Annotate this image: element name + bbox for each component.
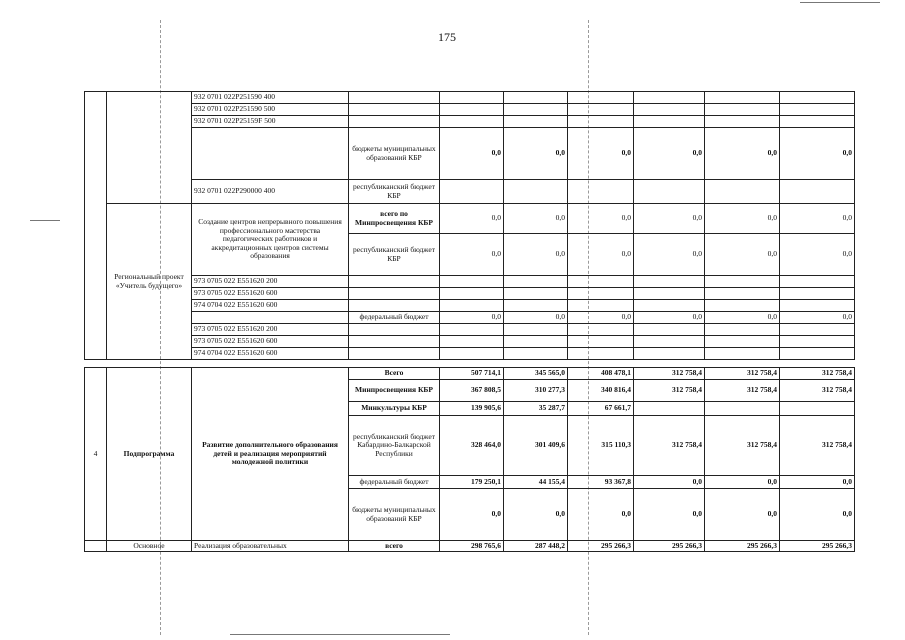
cell-code — [192, 128, 349, 180]
cell-value: 0,0 — [705, 489, 780, 541]
table-row — [85, 300, 855, 312]
cell-value: 0,0 — [780, 204, 855, 234]
cell-value: 408 478,1 — [568, 368, 634, 380]
subprogram-name: Развитие дополнительного образования детей и реализация мероприятий молодежной политики — [192, 368, 349, 541]
scan-artifact-line — [230, 634, 450, 635]
project-name: Региональный проект «Учитель будущего» — [107, 204, 192, 360]
cell-number — [85, 541, 107, 552]
cell-value: 0,0 — [634, 204, 705, 234]
cell-code — [192, 312, 349, 324]
table-row — [85, 312, 855, 324]
table-row — [85, 92, 855, 104]
cell-value: 312 758,4 — [705, 368, 780, 380]
cell-source: Минкультуры КБР — [349, 402, 440, 416]
cell-code: 973 0705 022 E551620 600 — [192, 288, 349, 300]
cell-value: 328 464,0 — [440, 416, 504, 476]
cell-source: республиканский бюджет КБР — [349, 180, 440, 204]
budget-table — [84, 91, 855, 360]
cell-value: 295 266,3 — [780, 541, 855, 552]
cell-code: 974 0704 022 E551620 600 — [192, 348, 349, 360]
cell-value: 0,0 — [504, 204, 568, 234]
cell-code: 974 0704 022 E551620 600 — [192, 300, 349, 312]
subprogram-number: 4 — [85, 368, 107, 541]
cell-value: 0,0 — [568, 489, 634, 541]
cell-code: 932 0701 022P290000 400 — [192, 180, 349, 204]
cell-value: 0,0 — [634, 234, 705, 276]
subprogram-table — [84, 367, 855, 552]
event-name: Создание центров непрерывного повышения профессионального мастерства педагогических работников и аккредитационных центров системы образования — [192, 204, 349, 276]
cell-source: Минпросвещения КБР — [349, 380, 440, 402]
cell-value: 298 765,6 — [440, 541, 504, 552]
cell-value: 301 409,6 — [504, 416, 568, 476]
cell-value: 312 758,4 — [634, 380, 705, 402]
cell-value: 0,0 — [504, 489, 568, 541]
cell-value: 0,0 — [568, 312, 634, 324]
cell-type — [107, 92, 192, 204]
table-row — [85, 276, 855, 288]
cell-value: 507 714,1 — [440, 368, 504, 380]
cell-value: 312 758,4 — [780, 380, 855, 402]
table-row — [85, 204, 855, 234]
cell-value: 312 758,4 — [634, 368, 705, 380]
cell-value: 0,0 — [780, 489, 855, 541]
cell-value: 312 758,4 — [634, 416, 705, 476]
cell-value: 312 758,4 — [780, 416, 855, 476]
cell-value: 0,0 — [705, 312, 780, 324]
cell-value: 367 808,5 — [440, 380, 504, 402]
table-row — [85, 324, 855, 336]
cell-source: всего по Минпросвещения КБР — [349, 204, 440, 234]
table-row — [85, 368, 855, 380]
cell-number — [85, 92, 107, 360]
table-row — [85, 116, 855, 128]
table-row — [85, 104, 855, 116]
cell-value: 0,0 — [780, 312, 855, 324]
cell-code: 932 0701 022P25159F 500 — [192, 116, 349, 128]
main-event-name: Реализация образовательных — [192, 541, 349, 552]
cell-value: 315 110,3 — [568, 416, 634, 476]
cell-value: 0,0 — [634, 489, 705, 541]
scan-artifact-line — [30, 220, 60, 221]
cell-source: федеральный бюджет — [349, 312, 440, 324]
table-row — [85, 541, 855, 552]
cell-value: 310 277,3 — [504, 380, 568, 402]
cell-value: 295 266,3 — [634, 541, 705, 552]
cell-value: 312 758,4 — [705, 416, 780, 476]
table-row — [85, 180, 855, 204]
cell-code: 932 0701 022P251590 500 — [192, 104, 349, 116]
page-number: 175 — [438, 30, 456, 44]
cell-value: 0,0 — [705, 476, 780, 489]
cell-value: 0,0 — [634, 476, 705, 489]
cell-code: 973 0705 022 E551620 200 — [192, 324, 349, 336]
cell-source: федеральный бюджет — [349, 476, 440, 489]
cell-value: 312 758,4 — [705, 380, 780, 402]
table-row — [85, 348, 855, 360]
cell-source: Всего — [349, 368, 440, 380]
table-row — [85, 128, 855, 180]
cell-value: 0,0 — [568, 234, 634, 276]
cell-value: 0,0 — [504, 312, 568, 324]
cell-value: 0,0 — [440, 234, 504, 276]
cell-value: 312 758,4 — [780, 368, 855, 380]
cell-value: 0,0 — [705, 234, 780, 276]
cell-value: 67 661,7 — [568, 402, 634, 416]
cell-value: 0,0 — [705, 204, 780, 234]
cell-value: 295 266,3 — [568, 541, 634, 552]
cell-value: 0,0 — [780, 476, 855, 489]
cell-value: 0,0 — [780, 128, 855, 180]
cell-value: 0,0 — [634, 312, 705, 324]
cell-value: 35 287,7 — [504, 402, 568, 416]
cell-value: 0,0 — [440, 489, 504, 541]
cell-value: 287 448,2 — [504, 541, 568, 552]
cell-value: 340 816,4 — [568, 380, 634, 402]
cell-value: 0,0 — [440, 312, 504, 324]
cell-code: 932 0701 022P251590 400 — [192, 92, 349, 104]
cell-source: всего — [349, 541, 440, 552]
cell-value: 345 565,0 — [504, 368, 568, 380]
cell-source: бюджеты муниципальных образований КБР — [349, 128, 440, 180]
table-row — [85, 288, 855, 300]
cell-value: 179 250,1 — [440, 476, 504, 489]
cell-value: 0,0 — [504, 128, 568, 180]
cell-value: 0,0 — [780, 234, 855, 276]
cell-source: бюджеты муниципальных образований КБР — [349, 489, 440, 541]
cell-value: 0,0 — [634, 128, 705, 180]
cell-code: 973 0705 022 E551620 600 — [192, 336, 349, 348]
cell-source: республиканский бюджет КБР — [349, 234, 440, 276]
cell-value: 0,0 — [440, 204, 504, 234]
cell-value: 93 367,8 — [568, 476, 634, 489]
cell-value: 0,0 — [568, 204, 634, 234]
cell-source: республиканский бюджет Кабардино-Балкарской Республики — [349, 416, 440, 476]
cell-value: 44 155,4 — [504, 476, 568, 489]
cell-value: 295 266,3 — [705, 541, 780, 552]
main-event-type: Основное — [107, 541, 192, 552]
cell-value: 0,0 — [568, 128, 634, 180]
table-row — [85, 336, 855, 348]
cell-value: 139 905,6 — [440, 402, 504, 416]
scan-artifact-line — [800, 2, 880, 3]
cell-value: 0,0 — [504, 234, 568, 276]
cell-code: 973 0705 022 E551620 200 — [192, 276, 349, 288]
cell-value: 0,0 — [705, 128, 780, 180]
cell-value: 0,0 — [440, 128, 504, 180]
subprogram-type: Подпрограмма — [107, 368, 192, 541]
